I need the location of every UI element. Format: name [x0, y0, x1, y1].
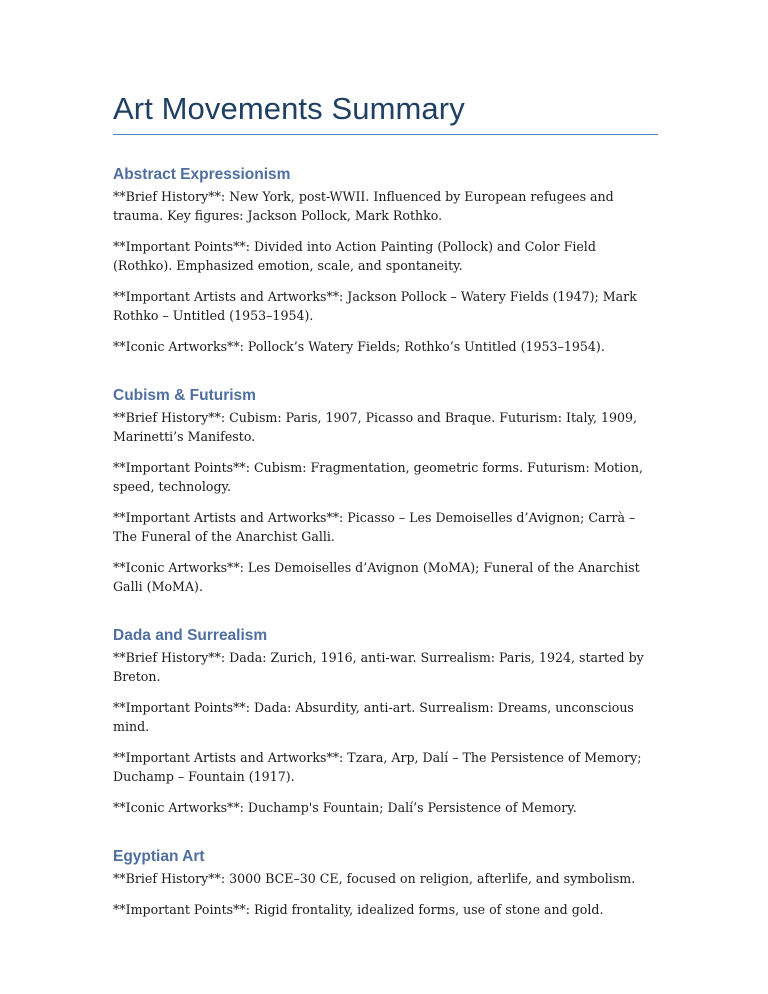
important-points-paragraph: **Important Points**: Cubism: Fragmentation, geometric forms. Futurism: Motion, speed, technology.	[113, 460, 643, 494]
document-title: Art Movements Summary	[113, 90, 658, 135]
brief-history-paragraph: **Brief History**: Dada: Zurich, 1916, anti-war. Surrealism: Paris, 1924, started by Breton.	[113, 650, 644, 684]
brief-history-paragraph: **Brief History**: New York, post-WWII. Influenced by European refugees and trauma. Key figures: Jackson Pollock, Mark Rothko.	[113, 189, 614, 223]
document-page	[113, 90, 658, 931]
brief-history-paragraph: **Brief History**: 3000 BCE–30 CE, focused on religion, afterlife, and symbolism.	[113, 871, 636, 886]
section-egyptian-art	[113, 847, 658, 919]
artists-artworks-paragraph: **Important Artists and Artworks**: Picasso – Les Demoiselles d’Avignon; Carrà – The Funeral of the Anarchist Galli.	[113, 510, 636, 544]
section-heading: Abstract Expressionism	[113, 166, 291, 183]
important-points-paragraph: **Important Points**: Divided into Action Painting (Pollock) and Color Field (Rothko). Emphasized emotion, scale, and spontaneity.	[113, 239, 596, 273]
artists-artworks-paragraph: **Important Artists and Artworks**: Jackson Pollock – Watery Fields (1947); Mark Rothko – Untitled (1953–1954).	[113, 289, 637, 323]
important-points-paragraph: **Important Points**: Rigid frontality, idealized forms, use of stone and gold.	[113, 902, 604, 917]
section-dada-surrealism	[113, 626, 658, 817]
iconic-artworks-paragraph: **Iconic Artworks**: Duchamp's Fountain; Dalí’s Persistence of Memory.	[113, 800, 577, 815]
iconic-artworks-paragraph: **Iconic Artworks**: Pollock’s Watery Fields; Rothko’s Untitled (1953–1954).	[113, 339, 605, 354]
section-heading: Cubism & Futurism	[113, 387, 256, 404]
iconic-artworks-paragraph: **Iconic Artworks**: Les Demoiselles d’Avignon (MoMA); Funeral of the Anarchist Galli (MoMA).	[113, 560, 640, 594]
artists-artworks-paragraph: **Important Artists and Artworks**: Tzara, Arp, Dalí – The Persistence of Memory; Duchamp – Fountain (1917).	[113, 750, 642, 784]
section-cubism-futurism	[113, 386, 658, 596]
brief-history-paragraph: **Brief History**: Cubism: Paris, 1907, Picasso and Braque. Futurism: Italy, 1909, Marinetti’s Manifesto.	[113, 410, 638, 444]
section-heading: Dada and Surrealism	[113, 627, 268, 644]
important-points-paragraph: **Important Points**: Dada: Absurdity, anti-art. Surrealism: Dreams, unconscious mind.	[113, 700, 634, 734]
section-abstract-expressionism	[113, 165, 658, 356]
section-heading: Egyptian Art	[113, 848, 205, 865]
